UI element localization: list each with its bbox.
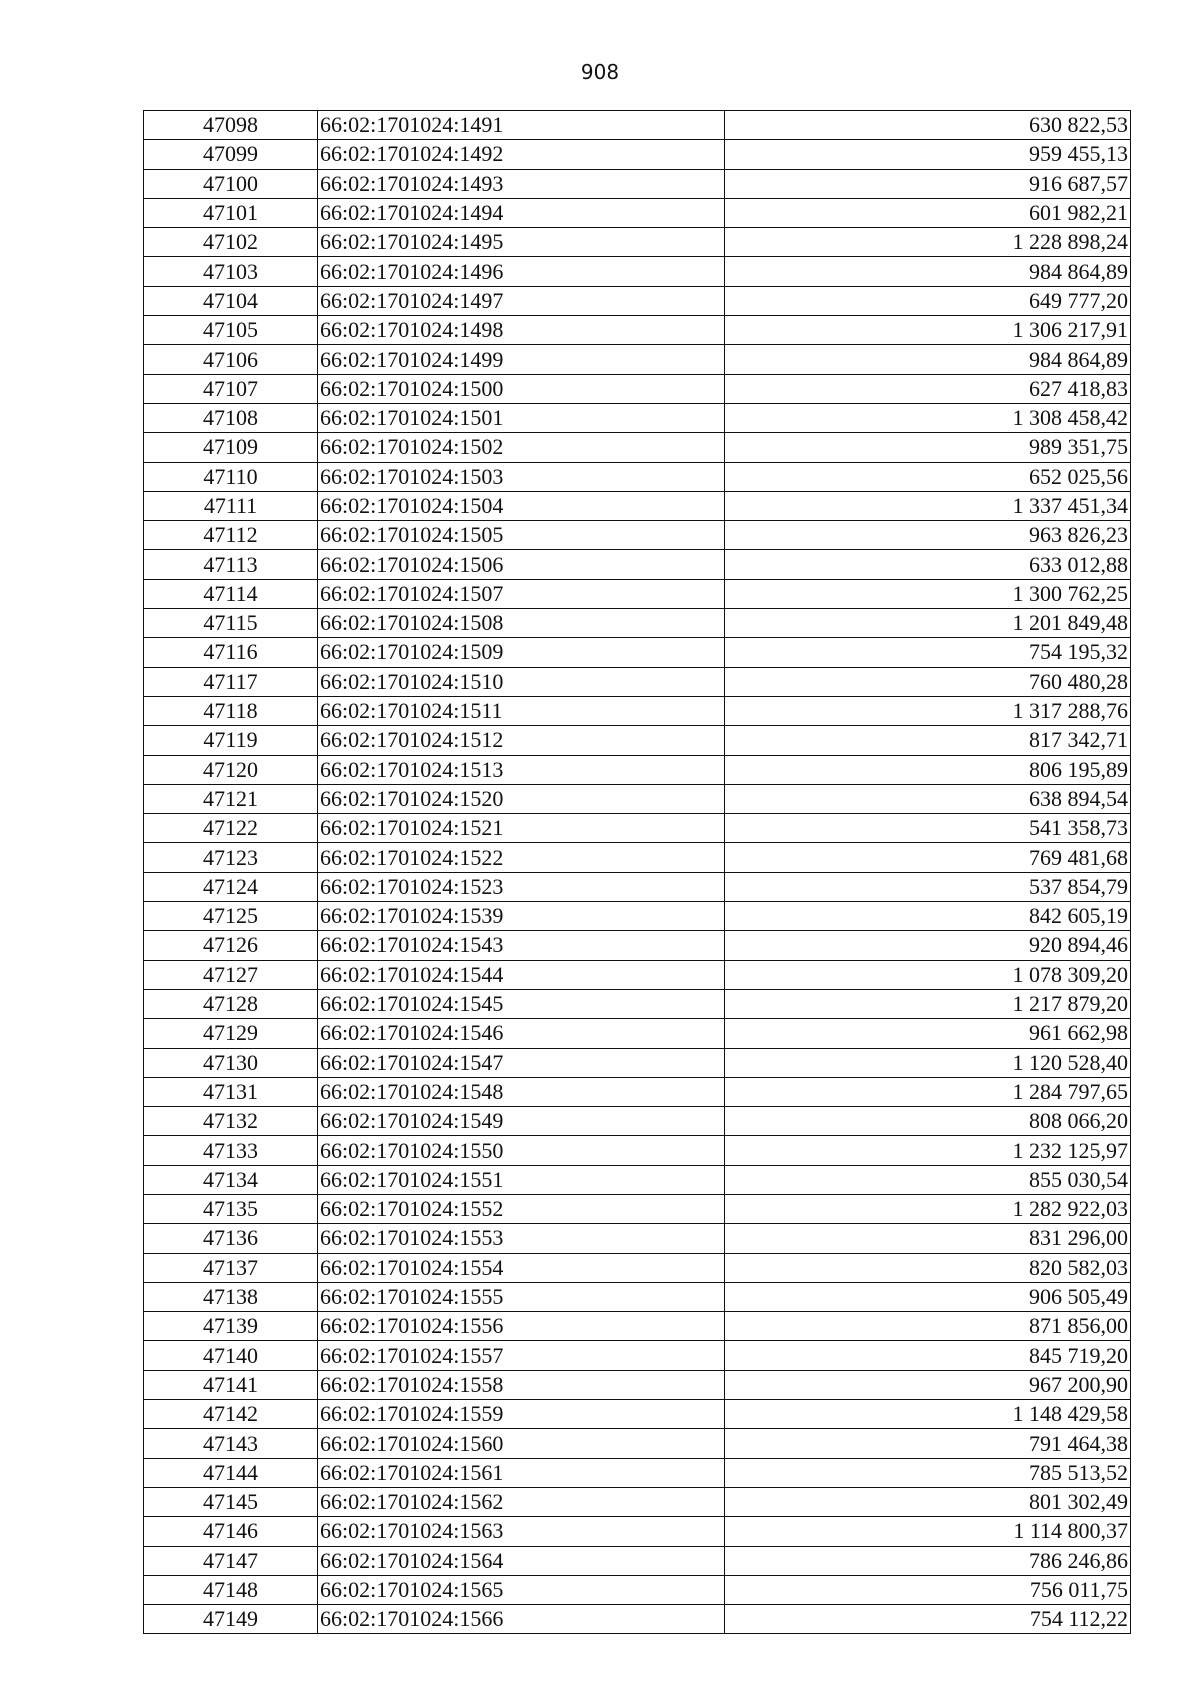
cadastral-number-cell: 66:02:1701024:1492 bbox=[318, 140, 725, 169]
cadastral-value-cell: 1 300 762,25 bbox=[725, 579, 1131, 608]
row-number-cell: 47116 bbox=[144, 638, 318, 667]
row-number-cell: 47127 bbox=[144, 960, 318, 989]
cadastral-number-cell: 66:02:1701024:1494 bbox=[318, 198, 725, 227]
cadastral-number-cell: 66:02:1701024:1548 bbox=[318, 1077, 725, 1106]
row-number-cell: 47125 bbox=[144, 902, 318, 931]
table-row bbox=[144, 872, 1131, 901]
table-row bbox=[144, 1048, 1131, 1077]
cadastral-value-cell: 871 856,00 bbox=[725, 1312, 1131, 1341]
cadastral-number-cell: 66:02:1701024:1551 bbox=[318, 1165, 725, 1194]
table-row bbox=[144, 403, 1131, 432]
cadastral-number-cell: 66:02:1701024:1503 bbox=[318, 462, 725, 491]
row-number-cell: 47145 bbox=[144, 1487, 318, 1516]
cadastral-number-cell: 66:02:1701024:1552 bbox=[318, 1194, 725, 1223]
cadastral-value-cell: 1 114 800,37 bbox=[725, 1517, 1131, 1546]
cadastral-value-cell: 1 282 922,03 bbox=[725, 1194, 1131, 1223]
cadastral-value-table bbox=[143, 110, 1131, 1634]
cadastral-value-cell: 1 120 528,40 bbox=[725, 1048, 1131, 1077]
row-number-cell: 47113 bbox=[144, 550, 318, 579]
table-row bbox=[144, 1341, 1131, 1370]
cadastral-value-cell: 633 012,88 bbox=[725, 550, 1131, 579]
table-row bbox=[144, 374, 1131, 403]
cadastral-value-cell: 1 284 797,65 bbox=[725, 1077, 1131, 1106]
cadastral-value-cell: 855 030,54 bbox=[725, 1165, 1131, 1194]
table-row bbox=[144, 521, 1131, 550]
table-row bbox=[144, 1312, 1131, 1341]
cadastral-number-cell: 66:02:1701024:1557 bbox=[318, 1341, 725, 1370]
cadastral-number-cell: 66:02:1701024:1565 bbox=[318, 1575, 725, 1604]
cadastral-number-cell: 66:02:1701024:1499 bbox=[318, 345, 725, 374]
row-number-cell: 47104 bbox=[144, 286, 318, 315]
table-row bbox=[144, 843, 1131, 872]
cadastral-number-cell: 66:02:1701024:1559 bbox=[318, 1400, 725, 1429]
row-number-cell: 47136 bbox=[144, 1224, 318, 1253]
cadastral-value-cell: 808 066,20 bbox=[725, 1107, 1131, 1136]
cadastral-number-cell: 66:02:1701024:1501 bbox=[318, 403, 725, 432]
cadastral-number-cell: 66:02:1701024:1562 bbox=[318, 1487, 725, 1516]
table-row bbox=[144, 989, 1131, 1018]
table-row bbox=[144, 462, 1131, 491]
table-row bbox=[144, 198, 1131, 227]
table-row bbox=[144, 1487, 1131, 1516]
row-number-cell: 47147 bbox=[144, 1546, 318, 1575]
cadastral-number-cell: 66:02:1701024:1513 bbox=[318, 755, 725, 784]
row-number-cell: 47126 bbox=[144, 931, 318, 960]
table-row bbox=[144, 1429, 1131, 1458]
cadastral-value-cell: 785 513,52 bbox=[725, 1458, 1131, 1487]
row-number-cell: 47144 bbox=[144, 1458, 318, 1487]
row-number-cell: 47122 bbox=[144, 814, 318, 843]
row-number-cell: 47132 bbox=[144, 1107, 318, 1136]
table-row bbox=[144, 609, 1131, 638]
cadastral-value-cell: 906 505,49 bbox=[725, 1282, 1131, 1311]
row-number-cell: 47102 bbox=[144, 228, 318, 257]
row-number-cell: 47118 bbox=[144, 696, 318, 725]
cadastral-value-cell: 963 826,23 bbox=[725, 521, 1131, 550]
table-row bbox=[144, 1517, 1131, 1546]
cadastral-value-cell: 959 455,13 bbox=[725, 140, 1131, 169]
table-row bbox=[144, 814, 1131, 843]
cadastral-number-cell: 66:02:1701024:1491 bbox=[318, 111, 725, 140]
row-number-cell: 47117 bbox=[144, 667, 318, 696]
row-number-cell: 47128 bbox=[144, 989, 318, 1018]
cadastral-number-cell: 66:02:1701024:1546 bbox=[318, 1019, 725, 1048]
cadastral-number-cell: 66:02:1701024:1510 bbox=[318, 667, 725, 696]
cadastral-value-cell: 961 662,98 bbox=[725, 1019, 1131, 1048]
row-number-cell: 47148 bbox=[144, 1575, 318, 1604]
cadastral-value-cell: 541 358,73 bbox=[725, 814, 1131, 843]
table-row bbox=[144, 960, 1131, 989]
row-number-cell: 47142 bbox=[144, 1400, 318, 1429]
cadastral-number-cell: 66:02:1701024:1555 bbox=[318, 1282, 725, 1311]
cadastral-value-cell: 1 232 125,97 bbox=[725, 1136, 1131, 1165]
cadastral-value-cell: 1 308 458,42 bbox=[725, 403, 1131, 432]
row-number-cell: 47103 bbox=[144, 257, 318, 286]
row-number-cell: 47124 bbox=[144, 872, 318, 901]
cadastral-value-cell: 817 342,71 bbox=[725, 726, 1131, 755]
cadastral-value-cell: 1 217 879,20 bbox=[725, 989, 1131, 1018]
cadastral-value-cell: 989 351,75 bbox=[725, 433, 1131, 462]
row-number-cell: 47111 bbox=[144, 491, 318, 520]
cadastral-number-cell: 66:02:1701024:1549 bbox=[318, 1107, 725, 1136]
cadastral-value-cell: 984 864,89 bbox=[725, 257, 1131, 286]
row-number-cell: 47129 bbox=[144, 1019, 318, 1048]
table-row bbox=[144, 579, 1131, 608]
cadastral-number-cell: 66:02:1701024:1507 bbox=[318, 579, 725, 608]
cadastral-value-cell: 760 480,28 bbox=[725, 667, 1131, 696]
cadastral-value-cell: 1 306 217,91 bbox=[725, 316, 1131, 345]
cadastral-value-cell: 630 822,53 bbox=[725, 111, 1131, 140]
cadastral-value-cell: 786 246,86 bbox=[725, 1546, 1131, 1575]
table-row bbox=[144, 228, 1131, 257]
table-row bbox=[144, 1194, 1131, 1223]
table-row bbox=[144, 1136, 1131, 1165]
cadastral-number-cell: 66:02:1701024:1498 bbox=[318, 316, 725, 345]
page-number: 908 bbox=[580, 60, 620, 84]
cadastral-value-cell: 984 864,89 bbox=[725, 345, 1131, 374]
cadastral-number-cell: 66:02:1701024:1545 bbox=[318, 989, 725, 1018]
table-row bbox=[144, 111, 1131, 140]
table-row bbox=[144, 169, 1131, 198]
cadastral-value-cell: 842 605,19 bbox=[725, 902, 1131, 931]
cadastral-number-cell: 66:02:1701024:1506 bbox=[318, 550, 725, 579]
table-row bbox=[144, 1165, 1131, 1194]
cadastral-number-cell: 66:02:1701024:1564 bbox=[318, 1546, 725, 1575]
cadastral-number-cell: 66:02:1701024:1495 bbox=[318, 228, 725, 257]
cadastral-value-cell: 820 582,03 bbox=[725, 1253, 1131, 1282]
table-row bbox=[144, 1107, 1131, 1136]
cadastral-number-cell: 66:02:1701024:1522 bbox=[318, 843, 725, 872]
table-row bbox=[144, 755, 1131, 784]
cadastral-number-cell: 66:02:1701024:1558 bbox=[318, 1370, 725, 1399]
row-number-cell: 47100 bbox=[144, 169, 318, 198]
cadastral-value-cell: 1 337 451,34 bbox=[725, 491, 1131, 520]
cadastral-number-cell: 66:02:1701024:1561 bbox=[318, 1458, 725, 1487]
cadastral-number-cell: 66:02:1701024:1560 bbox=[318, 1429, 725, 1458]
row-number-cell: 47112 bbox=[144, 521, 318, 550]
row-number-cell: 47130 bbox=[144, 1048, 318, 1077]
cadastral-value-cell: 831 296,00 bbox=[725, 1224, 1131, 1253]
row-number-cell: 47115 bbox=[144, 609, 318, 638]
table-row bbox=[144, 784, 1131, 813]
row-number-cell: 47135 bbox=[144, 1194, 318, 1223]
cadastral-number-cell: 66:02:1701024:1496 bbox=[318, 257, 725, 286]
cadastral-value-cell: 801 302,49 bbox=[725, 1487, 1131, 1516]
cadastral-value-cell: 756 011,75 bbox=[725, 1575, 1131, 1604]
table-row bbox=[144, 1605, 1131, 1634]
cadastral-number-cell: 66:02:1701024:1554 bbox=[318, 1253, 725, 1282]
cadastral-number-cell: 66:02:1701024:1563 bbox=[318, 1517, 725, 1546]
cadastral-number-cell: 66:02:1701024:1493 bbox=[318, 169, 725, 198]
cadastral-value-cell: 638 894,54 bbox=[725, 784, 1131, 813]
row-number-cell: 47137 bbox=[144, 1253, 318, 1282]
row-number-cell: 47133 bbox=[144, 1136, 318, 1165]
row-number-cell: 47143 bbox=[144, 1429, 318, 1458]
table-row bbox=[144, 140, 1131, 169]
cadastral-value-cell: 806 195,89 bbox=[725, 755, 1131, 784]
cadastral-value-cell: 1 201 849,48 bbox=[725, 609, 1131, 638]
table-row bbox=[144, 726, 1131, 755]
cadastral-value-cell: 920 894,46 bbox=[725, 931, 1131, 960]
cadastral-value-cell: 1 317 288,76 bbox=[725, 696, 1131, 725]
cadastral-number-cell: 66:02:1701024:1511 bbox=[318, 696, 725, 725]
row-number-cell: 47119 bbox=[144, 726, 318, 755]
cadastral-number-cell: 66:02:1701024:1521 bbox=[318, 814, 725, 843]
table-row bbox=[144, 1253, 1131, 1282]
row-number-cell: 47149 bbox=[144, 1605, 318, 1634]
table-row bbox=[144, 1400, 1131, 1429]
row-number-cell: 47110 bbox=[144, 462, 318, 491]
cadastral-value-cell: 627 418,83 bbox=[725, 374, 1131, 403]
row-number-cell: 47114 bbox=[144, 579, 318, 608]
table-row bbox=[144, 667, 1131, 696]
cadastral-number-cell: 66:02:1701024:1508 bbox=[318, 609, 725, 638]
cadastral-value-cell: 754 195,32 bbox=[725, 638, 1131, 667]
cadastral-number-cell: 66:02:1701024:1543 bbox=[318, 931, 725, 960]
row-number-cell: 47098 bbox=[144, 111, 318, 140]
row-number-cell: 47139 bbox=[144, 1312, 318, 1341]
row-number-cell: 47101 bbox=[144, 198, 318, 227]
table-row bbox=[144, 1458, 1131, 1487]
cadastral-number-cell: 66:02:1701024:1512 bbox=[318, 726, 725, 755]
row-number-cell: 47141 bbox=[144, 1370, 318, 1399]
cadastral-number-cell: 66:02:1701024:1539 bbox=[318, 902, 725, 931]
table-row bbox=[144, 491, 1131, 520]
row-number-cell: 47106 bbox=[144, 345, 318, 374]
cadastral-value-cell: 649 777,20 bbox=[725, 286, 1131, 315]
table-row bbox=[144, 316, 1131, 345]
table-row bbox=[144, 1224, 1131, 1253]
cadastral-value-cell: 754 112,22 bbox=[725, 1605, 1131, 1634]
cadastral-number-cell: 66:02:1701024:1500 bbox=[318, 374, 725, 403]
table-row bbox=[144, 1370, 1131, 1399]
table-row bbox=[144, 257, 1131, 286]
cadastral-number-cell: 66:02:1701024:1550 bbox=[318, 1136, 725, 1165]
cadastral-number-cell: 66:02:1701024:1553 bbox=[318, 1224, 725, 1253]
cadastral-value-cell: 1 228 898,24 bbox=[725, 228, 1131, 257]
table-row bbox=[144, 1546, 1131, 1575]
row-number-cell: 47107 bbox=[144, 374, 318, 403]
row-number-cell: 47120 bbox=[144, 755, 318, 784]
cadastral-value-cell: 845 719,20 bbox=[725, 1341, 1131, 1370]
cadastral-value-cell: 916 687,57 bbox=[725, 169, 1131, 198]
table-row bbox=[144, 931, 1131, 960]
cadastral-number-cell: 66:02:1701024:1556 bbox=[318, 1312, 725, 1341]
table-body bbox=[144, 111, 1131, 1634]
row-number-cell: 47131 bbox=[144, 1077, 318, 1106]
cadastral-number-cell: 66:02:1701024:1544 bbox=[318, 960, 725, 989]
row-number-cell: 47108 bbox=[144, 403, 318, 432]
cadastral-number-cell: 66:02:1701024:1566 bbox=[318, 1605, 725, 1634]
table-row bbox=[144, 696, 1131, 725]
table-row bbox=[144, 1077, 1131, 1106]
row-number-cell: 47123 bbox=[144, 843, 318, 872]
cadastral-value-cell: 769 481,68 bbox=[725, 843, 1131, 872]
cadastral-number-cell: 66:02:1701024:1502 bbox=[318, 433, 725, 462]
cadastral-value-cell: 537 854,79 bbox=[725, 872, 1131, 901]
table-row bbox=[144, 433, 1131, 462]
row-number-cell: 47134 bbox=[144, 1165, 318, 1194]
cadastral-number-cell: 66:02:1701024:1547 bbox=[318, 1048, 725, 1077]
cadastral-number-cell: 66:02:1701024:1504 bbox=[318, 491, 725, 520]
table-row bbox=[144, 1282, 1131, 1311]
cadastral-value-cell: 652 025,56 bbox=[725, 462, 1131, 491]
row-number-cell: 47109 bbox=[144, 433, 318, 462]
cadastral-number-cell: 66:02:1701024:1520 bbox=[318, 784, 725, 813]
cadastral-value-cell: 791 464,38 bbox=[725, 1429, 1131, 1458]
row-number-cell: 47140 bbox=[144, 1341, 318, 1370]
cadastral-number-cell: 66:02:1701024:1523 bbox=[318, 872, 725, 901]
row-number-cell: 47099 bbox=[144, 140, 318, 169]
row-number-cell: 47138 bbox=[144, 1282, 318, 1311]
table-row bbox=[144, 902, 1131, 931]
cadastral-value-cell: 1 078 309,20 bbox=[725, 960, 1131, 989]
row-number-cell: 47121 bbox=[144, 784, 318, 813]
table-row bbox=[144, 286, 1131, 315]
table-row bbox=[144, 345, 1131, 374]
cadastral-value-cell: 601 982,21 bbox=[725, 198, 1131, 227]
row-number-cell: 47105 bbox=[144, 316, 318, 345]
table-row bbox=[144, 550, 1131, 579]
cadastral-value-cell: 1 148 429,58 bbox=[725, 1400, 1131, 1429]
cadastral-number-cell: 66:02:1701024:1497 bbox=[318, 286, 725, 315]
table-row bbox=[144, 638, 1131, 667]
cadastral-value-cell: 967 200,90 bbox=[725, 1370, 1131, 1399]
table-row bbox=[144, 1575, 1131, 1604]
cadastral-number-cell: 66:02:1701024:1505 bbox=[318, 521, 725, 550]
cadastral-number-cell: 66:02:1701024:1509 bbox=[318, 638, 725, 667]
row-number-cell: 47146 bbox=[144, 1517, 318, 1546]
table-row bbox=[144, 1019, 1131, 1048]
